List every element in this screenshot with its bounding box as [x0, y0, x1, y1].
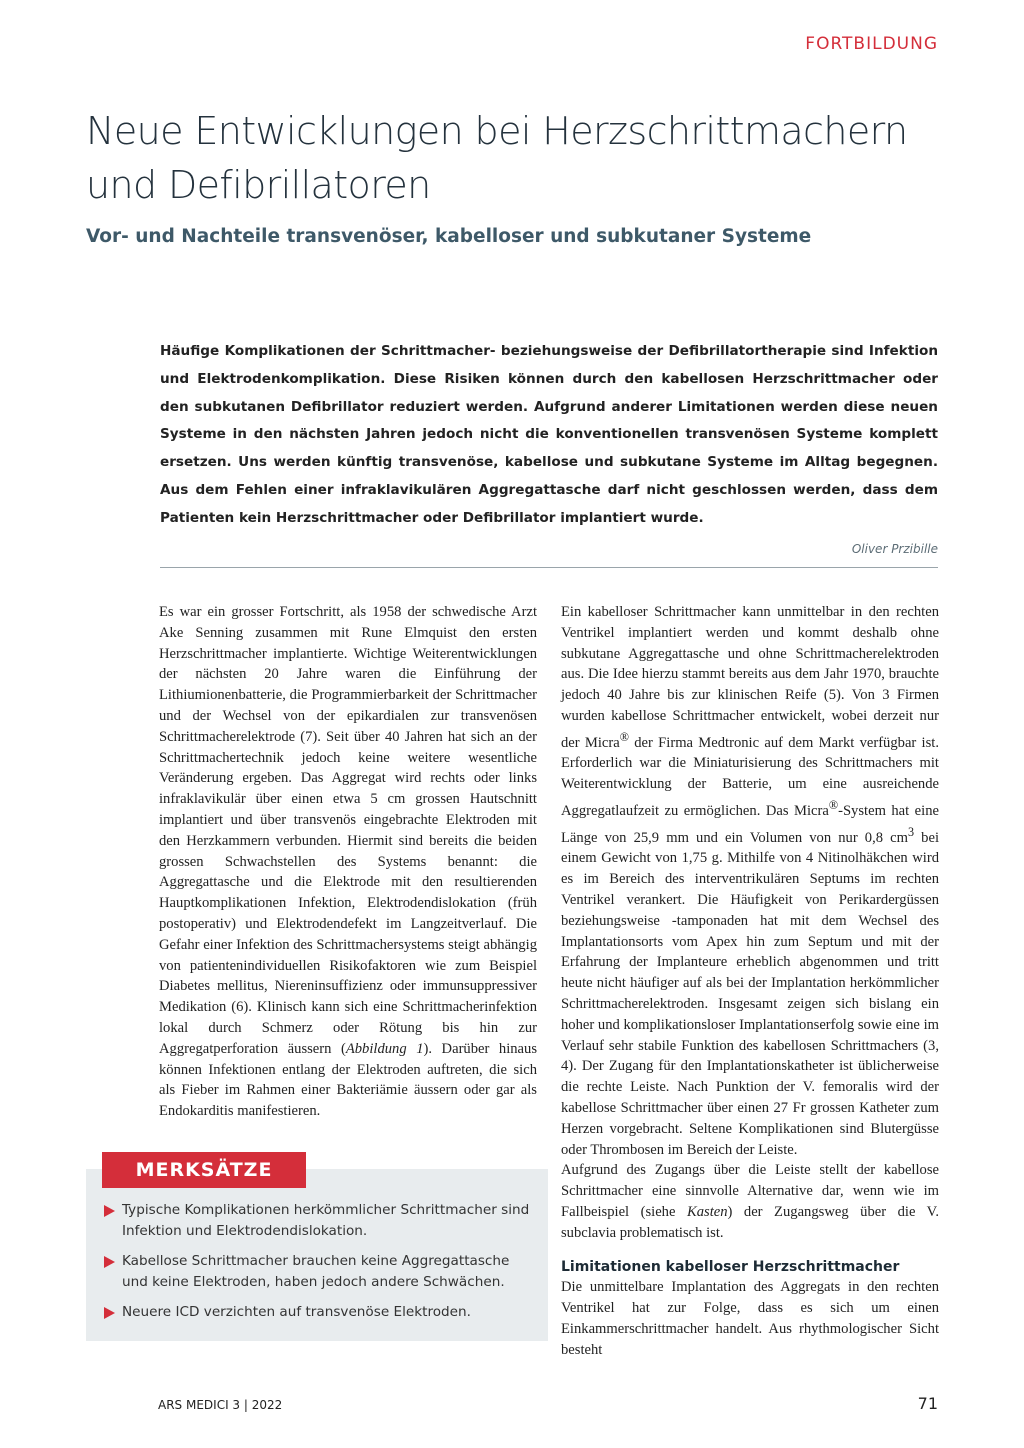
list-item: Typische Komplikationen herkömmlicher Schrittmacher sind Infektion und Elektrodendislokation.: [104, 1200, 534, 1242]
article-subtitle: Vor- und Nachteile transvenöser, kabelloser und subkutaner Systeme: [86, 226, 812, 247]
section-label: FORTBILDUNG: [805, 34, 938, 54]
page-number: 71: [917, 1394, 938, 1413]
list-item: Kabellose Schrittmacher brauchen keine Aggregattasche und keine Elektroden, haben jedoch andere Schwächen.: [104, 1251, 534, 1293]
left-column: [159, 602, 537, 1122]
triangle-bullet-icon: [104, 1256, 115, 1268]
figure-reference: Abbildung 1: [345, 1040, 424, 1057]
section-heading: Limitationen kabelloser Herzschrittmacher: [561, 1259, 900, 1276]
box-reference: Kasten: [686, 1203, 728, 1220]
journal-issue: ARS MEDICI 3 | 2022: [158, 1398, 283, 1412]
article-title: Neue Entwicklungen bei Herzschrittmachern und Defibrillatoren: [86, 109, 908, 207]
body-paragraph: Die unmittelbare Implantation des Aggregats in den rechten Ventrikel hat zur Folge, dass es sich um einen Einkammerschrittmacher handelt. Aus rhythmologischer Sicht besteht: [561, 1279, 939, 1358]
triangle-bullet-icon: [104, 1307, 115, 1319]
body-paragraph: Ein kabelloser Schrittmacher kann unmittelbar in den rechten Ventrikel implantiert werden und kommt deshalb ohne subkutane Aggregattasche und ohne Schrittmacherelektroden aus. Die Idee hierzu stammt bereits aus dem Jahr 1970, brauchte jedoch 40 Jahre bis zur klinischen Reife (5). Von 3 Firmen wurden kabellose Schrittmacher entwickelt, wobei derzeit nur der Micra® der Firma Medtronic auf dem Markt verfügbar ist. Erforderlich war die Miniaturisierung des Schrittmachers mit Weiterentwicklung der Batterie, um eine ausreichende Aggregatlaufzeit zu ermöglichen. Das Micra®-System hat eine Länge von 25,9 mm und ein Volumen von nur 0,8 $cm^3$ bei einem Gewicht von 1,75 g. Mithilfe von 4 Nitinolhäkchen wird es im Bereich des interventrikulären Septums im rechten Ventrikel verankert. Die Häufigkeit von Perikardergüssen beziehungsweise -tamponaden hat mit dem Wechsel des Implantationsorts vom Apex hin zum Septum und mit der Erfahrung der Implanteure erheblich abgenommen und tritt heute nicht häufiger auf als bei der Implantation herkömmlicher Schrittmacherelektroden. Insgesamt zeigen sich bislang ein hoher und komplikationsloser Implantationserfolg sowie eine im Verlauf sehr stabile Funktion des kabellosen Schrittmachers (3, 4). Der Zugang für den Implantationskatheter ist üblicherweise die rechte Leiste. Nach Punktion der V. femoralis wird der kabellose Schrittmacher über einen 27 Fr grossen Katheter zum Herzen vorgebracht. Seltene Komplikationen sind Blutergüsse oder Thrombosen im Bereich der Leiste.: [561, 604, 939, 1158]
merksaetze-list: [104, 1200, 534, 1332]
body-paragraph: Aufgrund des Zugangs über die Leiste stellt der kabellose Schrittmacher eine sinnvolle Alternative dar, wenn wie im Fallbeispiel (siehe Kasten) der Zugangsweg über die V. subclavia problematisch ist.: [561, 1162, 939, 1241]
author-name: Oliver Przibille: [851, 542, 938, 556]
list-item: Neuere ICD verzichten auf transvenöse Elektroden.: [104, 1302, 534, 1323]
right-column: [561, 602, 939, 1361]
article-lead: Häufige Komplikationen der Schrittmacher- beziehungsweise der Defibrillatortherapie sind Infektion und Elektrodenkomplikation. Diese Risiken können durch den kabellosen Herzschrittmacher oder den subkutanen Defibrillator reduziert werden. Aufgrund anderer Limitationen werden diese neuen Systeme in den nächsten Jahren jedoch nicht die konventionellen transvenösen Systeme komplett ersetzen. Uns werden künftig transvenöse, kabellose und subkutane Systeme im Alltag begegnen. Aus dem Fehlen einer infraklavikulären Aggregattasche darf nicht geschlossen werden, dass dem Patienten kein Herzschrittmacher oder Defibrillator implantiert wurde.: [160, 343, 938, 526]
body-paragraph: Es war ein grosser Fortschritt, als 1958 der schwedische Arzt Ake Senning zusammen mit Rune Elmquist den ersten Herzschrittmacher implantierte. Wichtige Weiterentwicklungen der nächsten 20 Jahre waren die Einführung der Lithiumionenbatterie, die Programmierbarkeit der Schrittmacher und der Wechsel von der epikardialen zur transvenösen Schrittmacherelektrode (7). Seit über 40 Jahren hat sich an der Schrittmachertechnik jedoch keine weitere wesentliche Veränderung ergeben. Das Aggregat wird rechts oder links infraklavikulär über einen etwa 5 cm grossen Hautschnitt implantiert und über transvenös eingebrachte Elektroden mit den Herzkammern verbunden. Hiermit sind bereits die beiden grossen Schwachstellen des Systems benannt: die Aggregattasche und die Elektrode mit den resultierenden Hauptkomplikationen Infektion, Elektrodendislokation (früh postoperativ) und Elektrodendefekt im Langzeitverlauf. Die Gefahr einer Infektion des Schrittmachersystems steigt abhängig von patientenindividuellen Risikofaktoren wie zum Beispiel Diabetes mellitus, Niereninsuffizienz oder immunsuppressiver Medikation (6). Klinisch kann sich eine Schrittmacherinfektion lokal durch Schmerz oder Rötung bis hin zur Aggregatperforation äussern (Abbildung 1). Darüber hinaus können Infektionen entlang der Elektroden auftreten, die sich als Fieber im Rahmen einer Bakteriämie äussern oder gar als Endokarditis manifestieren.: [159, 604, 537, 1120]
merksaetze-title: MERKSÄTZE: [102, 1152, 306, 1188]
triangle-bullet-icon: [104, 1205, 115, 1217]
divider: [160, 567, 938, 568]
